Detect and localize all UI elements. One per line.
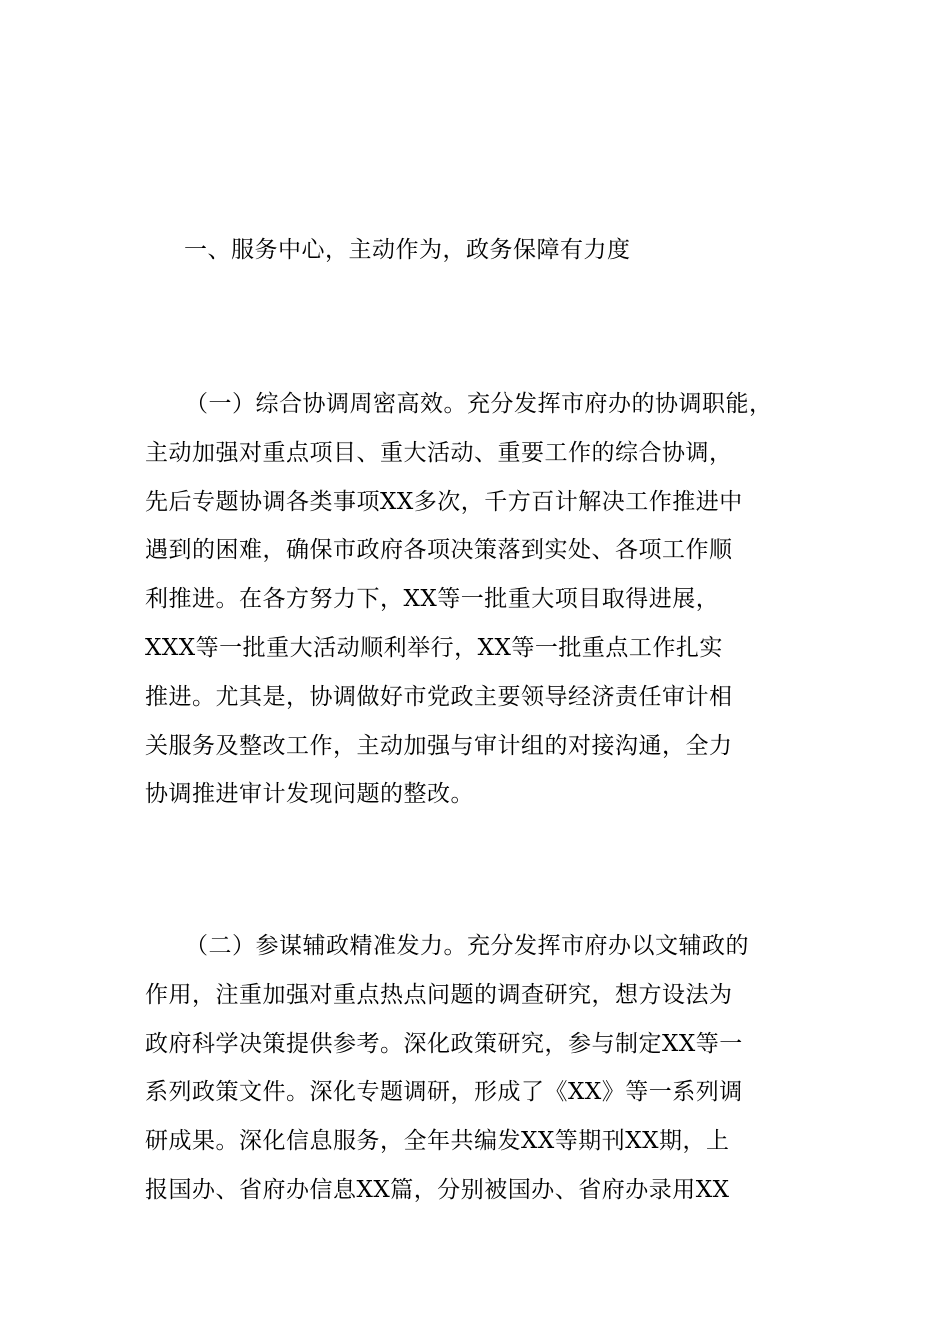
paragraph-line: 遇到的困难，确保市政府各项决策落到实处、各项工作顺 <box>145 537 733 564</box>
paragraph-line: 政府科学决策提供参考。深化政策研究，参与制定XX等一 <box>145 1030 743 1057</box>
paragraph-line: 主动加强对重点项目、重大活动、重要工作的综合协调， <box>145 439 733 466</box>
paragraph-line: 报国办、省府办信息XX篇，分别被国办、省府办录用XX <box>145 1176 730 1203</box>
paragraph-line: 系列政策文件。深化专题调研，形成了《XX》等一系列调 <box>145 1079 743 1106</box>
section-heading: 一、服务中心，主动作为，政务保障有力度 <box>184 237 631 263</box>
paragraph-line: 推进。尤其是，协调做好市党政主要领导经济责任审计相 <box>145 683 733 710</box>
paragraph-line: 关服务及整改工作，主动加强与审计组的对接沟通，全力 <box>145 732 733 759</box>
paragraph-line: 研成果。深化信息服务，全年共编发XX等期刊XX期，上 <box>145 1128 730 1155</box>
paragraph-line: 协调推进审计发现问题的整改。 <box>145 781 474 808</box>
paragraph-line: 利推进。在各方努力下，XX等一批重大项目取得进展， <box>145 586 720 613</box>
paragraph-line: 先后专题协调各类事项XX多次，千方百计解决工作推进中 <box>145 488 743 515</box>
paragraph-line: 作用，注重加强对重点热点问题的调查研究，想方设法为 <box>145 981 733 1008</box>
paragraph-1 <box>145 380 815 819</box>
paragraph-line: （一）综合协调周密高效。充分发挥市府办的协调职能， <box>185 391 773 417</box>
paragraph-2 <box>145 922 815 1215</box>
paragraph-line: （二）参谋辅政精准发力。充分发挥市府办以文辅政的 <box>185 933 749 959</box>
paragraph-line: XXX等一批重大活动顺利举行，XX等一批重点工作扎实 <box>145 634 723 661</box>
